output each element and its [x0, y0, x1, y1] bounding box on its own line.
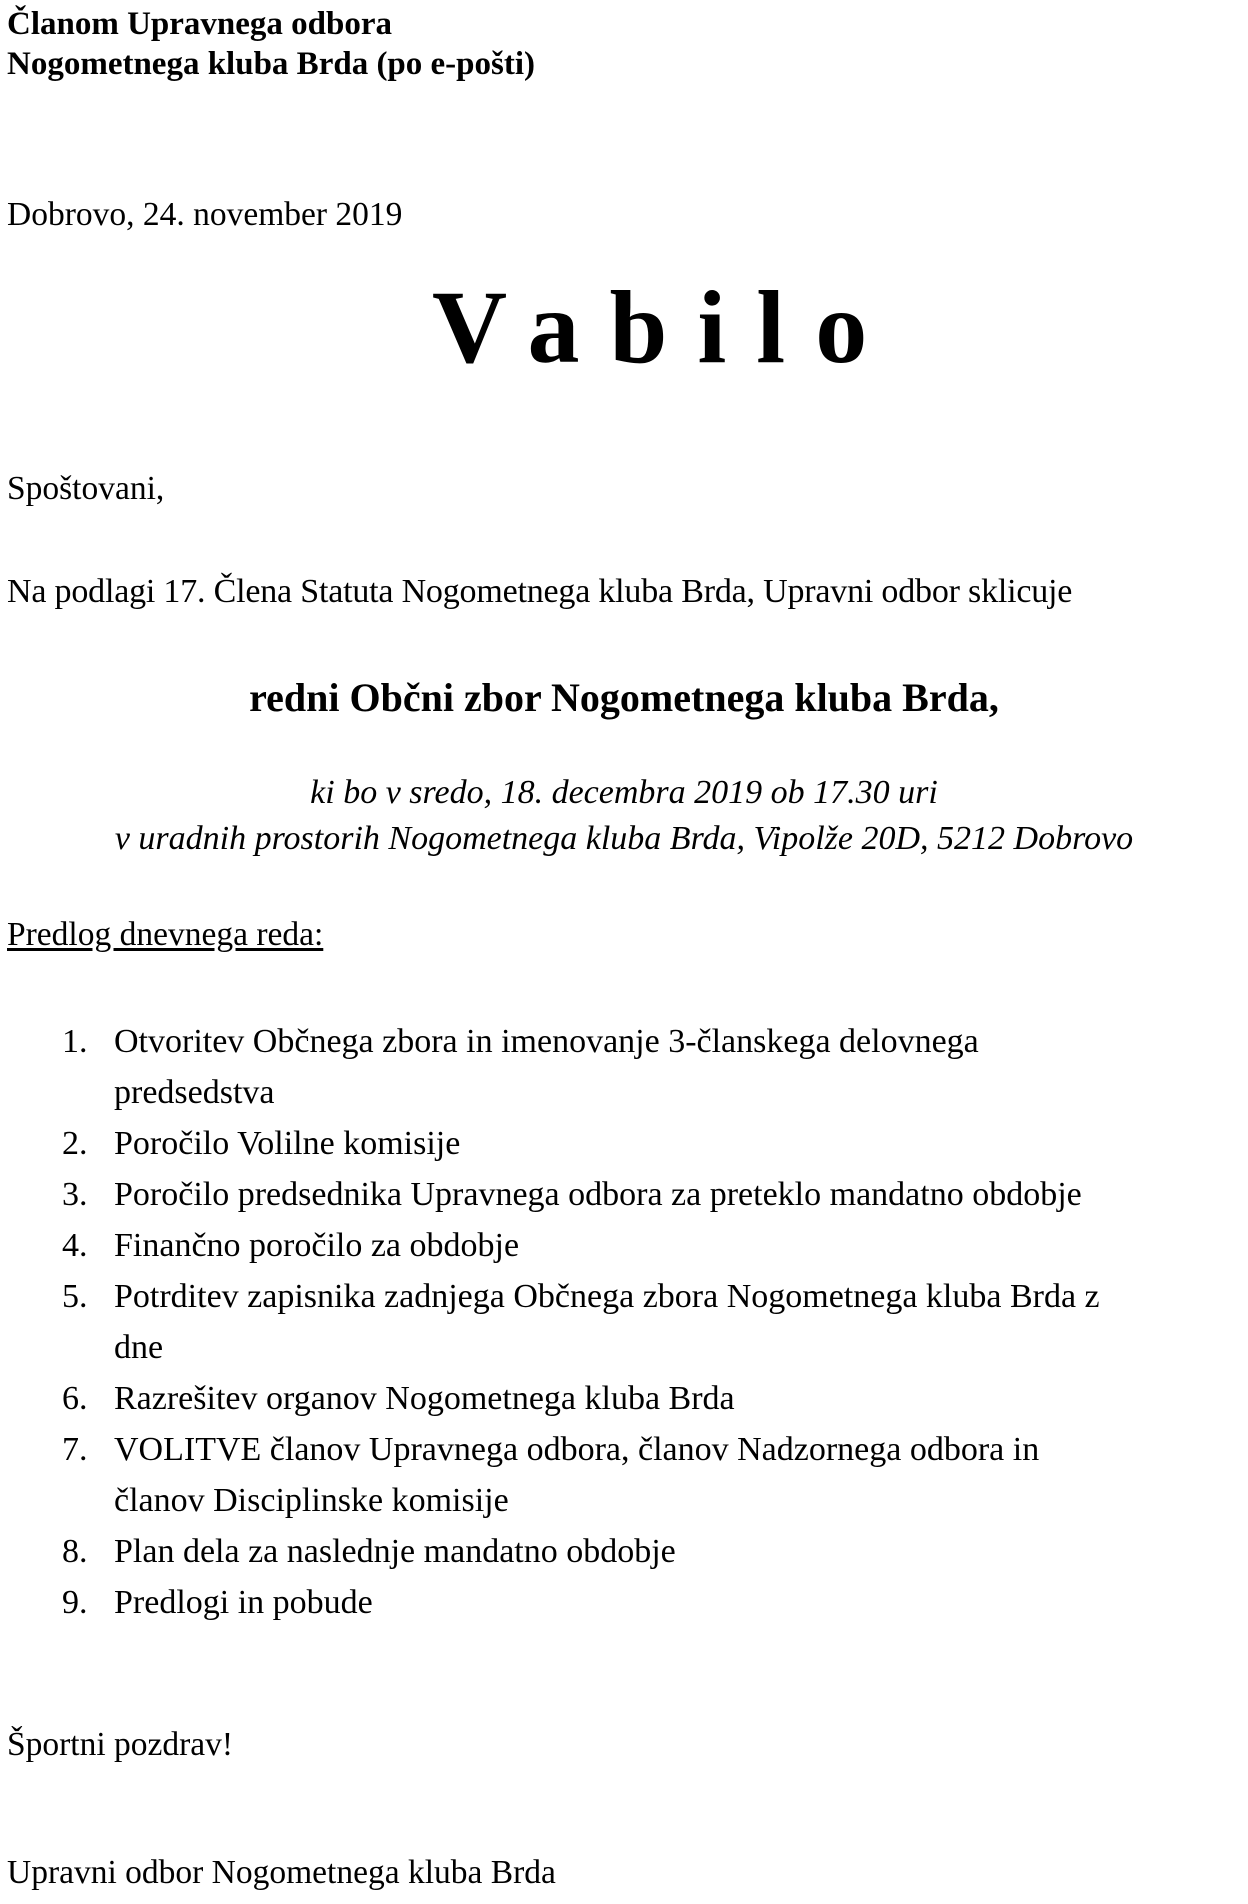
date-line: Dobrovo, 24. november 2019 — [7, 196, 403, 233]
agenda-item — [62, 1220, 519, 1271]
agenda-item-text: Potrditev zapisnika zadnjega Občnega zbora Nogometnega kluba Brda z — [114, 1278, 1100, 1315]
agenda-item-number: 5. — [62, 1278, 88, 1315]
recipient-line-2: Nogometnega kluba Brda (po e-pošti) — [7, 46, 536, 82]
greeting: Spoštovani, — [7, 470, 165, 507]
agenda-item-text: Plan dela za naslednje mandatno obdobje — [114, 1533, 676, 1570]
intro-paragraph: Na podlagi 17. Člena Statuta Nogometnega kluba Brda, Upravni odbor sklicuje — [7, 573, 1073, 610]
agenda-item-text: Poročilo Volilne komisije — [114, 1125, 461, 1162]
agenda-item-continuation: predsedstva — [114, 1074, 275, 1111]
agenda-item — [62, 1016, 979, 1118]
signature: Upravni odbor Nogometnega kluba Brda — [7, 1854, 556, 1891]
agenda-item-number: 3. — [62, 1176, 88, 1213]
agenda-item-continuation: članov Disciplinske komisije — [114, 1482, 509, 1519]
event-datetime: ki bo v sredo, 18. decembra 2019 ob 17.30 uri — [310, 774, 938, 811]
event-location: v uradnih prostorih Nogometnega kluba Brda, Vipolže 20D, 5212 Dobrovo — [114, 820, 1134, 857]
agenda-item — [62, 1169, 1082, 1220]
agenda-item — [62, 1373, 735, 1424]
agenda-item-text: Finančno poročilo za obdobje — [114, 1227, 520, 1264]
document-title: Vabilo — [432, 270, 898, 385]
agenda-item — [62, 1526, 676, 1577]
agenda-item-text: VOLITVE članov Upravnega odbora, članov Nadzornega odbora in — [114, 1431, 1040, 1468]
agenda-item-text: Predlogi in pobude — [114, 1584, 373, 1621]
agenda-item-number: 1. — [62, 1023, 88, 1060]
agenda-item — [62, 1271, 1100, 1373]
agenda-item-continuation: dne — [114, 1329, 164, 1366]
event-heading: redni Občni zbor Nogometnega kluba Brda, — [249, 675, 999, 720]
agenda-item-number: 6. — [62, 1380, 88, 1417]
agenda-item-number: 4. — [62, 1227, 88, 1264]
agenda-item-number: 7. — [62, 1431, 88, 1468]
agenda-item-text: Otvoritev Občnega zbora in imenovanje 3-članskega delovnega — [114, 1023, 979, 1060]
recipient-line-1: Članom Upravnega odbora — [7, 6, 393, 42]
agenda-item-number: 9. — [62, 1584, 88, 1621]
agenda-item-text: Poročilo predsednika Upravnega odbora za preteklo mandatno obdobje — [114, 1176, 1082, 1213]
agenda-item-number: 2. — [62, 1125, 88, 1162]
agenda-item-text: Razrešitev organov Nogometnega kluba Brda — [114, 1380, 735, 1417]
agenda-item — [62, 1577, 373, 1628]
agenda-heading: Predlog dnevnega reda: — [7, 916, 324, 953]
agenda-item — [62, 1118, 460, 1169]
agenda-item — [62, 1424, 1039, 1526]
agenda-item-number: 8. — [62, 1533, 88, 1570]
closing-greeting: Športni pozdrav! — [7, 1726, 234, 1763]
